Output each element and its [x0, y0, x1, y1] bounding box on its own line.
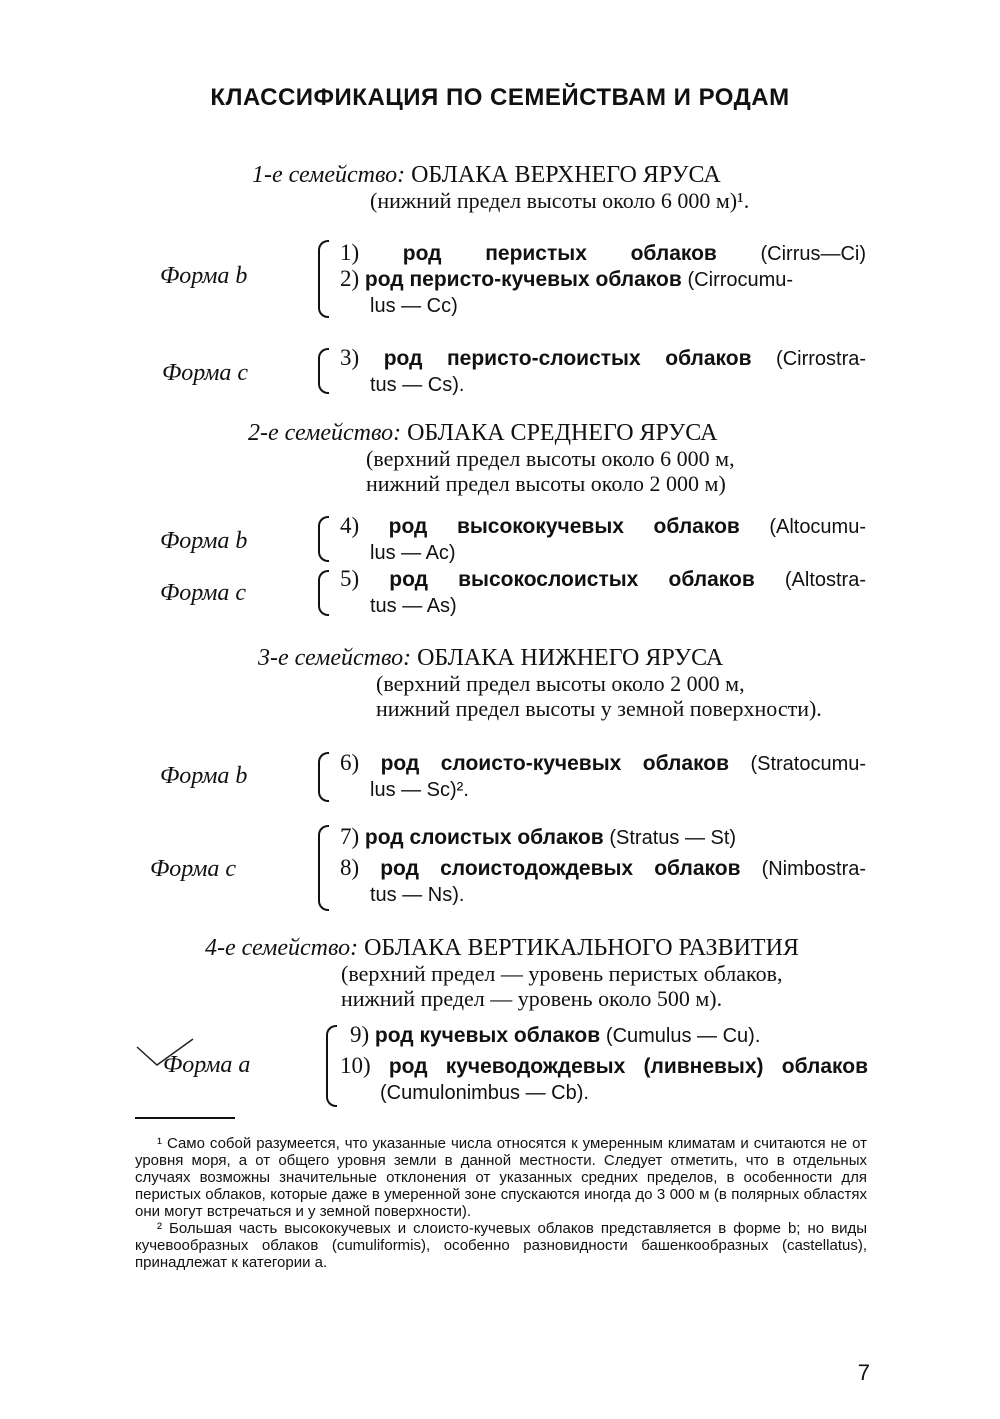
genus-latin: (Cirrostra-: [776, 348, 867, 370]
family-label: 2-е семейство:: [248, 420, 402, 446]
genus-2: [340, 266, 866, 319]
genus-latin: (Altostra-: [784, 569, 866, 591]
genus-latin-cont: lus — Cc): [370, 295, 458, 317]
brace: [318, 348, 329, 394]
footnote-rule: [135, 1117, 235, 1119]
family-name: ОБЛАКА ВЕРТИКАЛЬНОГО РАЗВИТИЯ: [364, 935, 799, 961]
family-label: 1-е семейство:: [252, 162, 406, 188]
page-number: 7: [857, 1360, 870, 1385]
genus-name: род слоисто-кучевых облаков: [380, 752, 730, 775]
genus-name: род перисто-кучевых облаков: [364, 268, 682, 291]
genus-number: 9): [350, 1022, 370, 1047]
genus-number: 2): [340, 266, 360, 291]
family-limits: нижний предел высоты около 2 000 м): [366, 471, 726, 496]
genus-1: [340, 240, 866, 267]
family-limits: нижний предел высоты у земной поверхности).: [376, 696, 822, 721]
family-limits: (верхний предел высоты около 6 000 м,: [366, 446, 735, 471]
genus-name: род кучеводождевых (ливневых) облаков: [388, 1055, 869, 1078]
brace: [318, 570, 329, 616]
page-heading: КЛАССИФИКАЦИЯ ПО СЕМЕЙСТВАМ И РОДАМ: [210, 84, 790, 111]
genus-latin: (Cumulus — Cu).: [605, 1025, 761, 1047]
form-label: Форма с: [150, 856, 237, 882]
genus-8: [340, 855, 866, 908]
brace: [318, 240, 329, 318]
genus-name: род перистых облаков: [402, 242, 717, 265]
footnote-1: ¹ Само собой разумеется, что указанные числа относятся к умеренным климатам и считаются не от уровня моря, а от общего уровня земли в данной местности. Следует отметить, что в отдельных случаях возможны значительные отклонения от указанных средних пределов, в особенности для перистых облаков, которые даже в умеренной зоне спускаются иногда до 3 000 м (в полярных областях они могут встречаться и у земной поверхности).: [135, 1135, 867, 1220]
genus-latin-cont: tus — Ns).: [370, 884, 465, 906]
genus-latin: (Nimbostra-: [761, 858, 867, 880]
form-label: Форма b: [160, 528, 248, 554]
genus-latin-cont: lus — Ac): [370, 542, 456, 564]
form-label: Форма с: [160, 580, 247, 606]
genus-latin-cont: tus — Cs).: [370, 374, 465, 396]
genus-10: [340, 1053, 868, 1106]
family-limits: (верхний предел высоты около 2 000 м,: [376, 671, 745, 696]
genus-latin: (Stratus — St): [609, 827, 737, 849]
brace: [318, 825, 329, 911]
genus-name: род слоистодождевых облаков: [380, 857, 741, 880]
genus-latin: (Cirrus—Ci): [760, 243, 867, 265]
footnotes: [135, 1135, 867, 1271]
genus-name: род высокослоистых облаков: [389, 568, 755, 591]
genus-5: [340, 566, 866, 619]
genus-latin: (Altocumu-: [769, 516, 867, 538]
family-label: 3-е семейство:: [258, 645, 412, 671]
genus-name: род высококучевых облаков: [388, 515, 740, 538]
family-limits: (верхний предел — уровень перистых облаков,: [341, 961, 783, 986]
genus-number: 7): [340, 824, 360, 849]
family-limits: (нижний предел высоты около 6 000 м)¹.: [370, 188, 750, 213]
family-3: [258, 645, 822, 721]
form-label: Форма а: [163, 1052, 251, 1078]
genus-6: [340, 750, 866, 803]
family-1: [252, 162, 749, 213]
genus-number: 8): [340, 855, 360, 880]
genus-number: 5): [340, 566, 360, 591]
genus-9: [350, 1022, 868, 1049]
genus-number: 3): [340, 345, 360, 370]
genus-latin: (Stratocumu-: [750, 753, 867, 775]
genus-latin: (Cirrocumu-: [687, 269, 794, 291]
family-label: 4-е семейство:: [205, 935, 359, 961]
genus-latin-cont: tus — As): [370, 595, 457, 617]
brace: [318, 752, 329, 802]
family-4: [205, 935, 799, 1011]
brace: [326, 1025, 337, 1107]
genus-number: 1): [340, 240, 360, 265]
family-name: ОБЛАКА НИЖНЕГО ЯРУСА: [417, 645, 724, 671]
genus-number: 10): [340, 1053, 371, 1078]
genus-number: 6): [340, 750, 360, 775]
family-name: ОБЛАКА ВЕРХНЕГО ЯРУСА: [411, 162, 721, 188]
genus-number: 4): [340, 513, 360, 538]
footnote-2: ² Большая часть высококучевых и слоисто-кучевых облаков представляется в форме b; но виды кучевообразных облаков (cumuliformis), особенно разновидности башенкообразных (castellatus), принадлежат к категории а.: [135, 1220, 867, 1271]
family-name: ОБЛАКА СРЕДНЕГО ЯРУСА: [407, 420, 718, 446]
genus-latin-cont: lus — Sc)².: [370, 779, 469, 801]
genus-name: род перисто-слоистых облаков: [383, 347, 752, 370]
genus-name: род кучевых облаков: [374, 1024, 601, 1047]
genus-3: [340, 345, 866, 398]
form-label: Форма b: [160, 763, 248, 789]
genus-name: род слоистых облаков: [364, 826, 604, 849]
family-limits: нижний предел — уровень около 500 м).: [341, 986, 723, 1011]
form-label: Форма с: [162, 360, 249, 386]
family-2: [248, 420, 735, 496]
brace: [318, 516, 329, 562]
genus-latin-cont: (Cumulonimbus — Cb).: [380, 1082, 589, 1104]
form-label: Форма b: [160, 263, 248, 289]
genus-4: [340, 513, 866, 566]
genus-7: [340, 824, 866, 851]
